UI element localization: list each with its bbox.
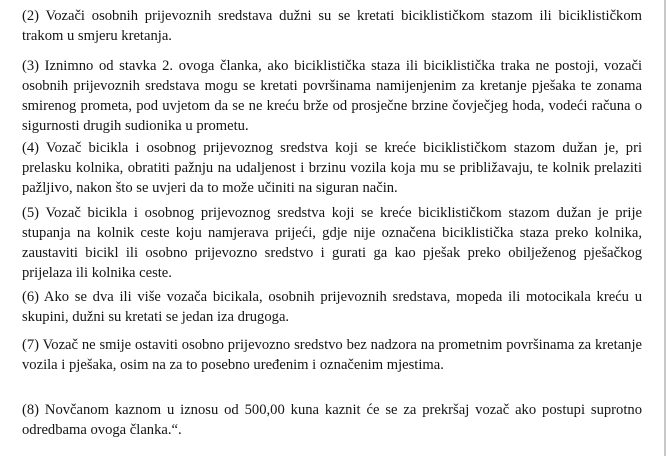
- paragraph-2: (2) Vozači osobnih prijevoznih sredstava dužni su se kretati biciklističkom stazom ili biciklističkom trakom u smjeru kretanja.: [22, 8, 642, 44]
- paragraph-4: (4) Vozač bicikla i osobnog prijevoznog sredstva koji se kreće biciklističkom stazom dužan je, pri prelasku kolnika, obratiti pažnju na udaljenost i brzinu vozila koja mu se približavaju, te kolnik prelaziti pažljivo, nakon što se uvjeri da to može učiniti na siguran način.: [22, 140, 642, 196]
- paragraph-5: (5) Vozač bicikla i osobnog prijevoznog sredstva koji se kreće biciklističkom stazom dužan je prije stupanja na kolnik ceste koju namjerava prijeći, gdje nije označena biciklistička staza preko kolnika, zaustaviti bicikl ili osobno prijevozno sredstvo i gurati ga kao pješak preko obilježenog pješačkog prijelaza ili kolnika ceste.: [22, 205, 642, 281]
- paragraph-8: (8) Novčanom kaznom u iznosu od 500,00 kuna kaznit će se za prekršaj vozač ako postupi suprotno odredbama ovoga članka.“.: [22, 402, 642, 438]
- paragraph-7: (7) Vozač ne smije ostaviti osobno prijevozno sredstvo bez nadzora na prometnim površinama za kretanje vozila i pješaka, osim na za to posebno uređenim i označenim mjestima.: [22, 337, 642, 373]
- paragraph-6: (6) Ako se dva ili više vozača bicikala, osobnih prijevoznih sredstava, mopeda ili motocikala kreću u skupini, dužni su kretati se jedan iza drugoga.: [22, 289, 642, 325]
- paragraph-3: (3) Iznimno od stavka 2. ovoga članka, ako biciklistička staza ili biciklistička traka ne postoji, vozači osobnih prijevoznih sredstava mogu se kretati površinama namijenjenim za kretanje pješaka te zonama smirenog prometa, pod uvjetom da se ne kreću brže od prosječne brzine čovječjeg hoda, vodeći računa o sigurnosti drugih sudionika u prometu.: [22, 58, 642, 134]
